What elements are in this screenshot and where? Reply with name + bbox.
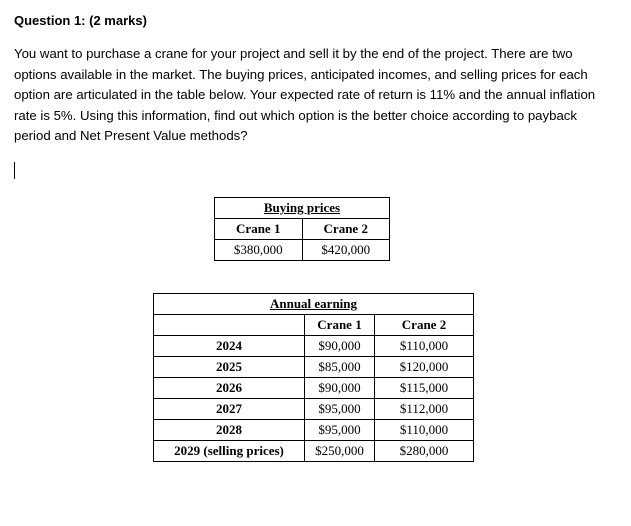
crane1-cell: $90,000 xyxy=(305,378,375,399)
buying-prices-title: Buying prices xyxy=(215,198,390,219)
earning-header-crane2: Crane 2 xyxy=(375,315,474,336)
year-cell: 2029 (selling prices) xyxy=(154,441,305,462)
buying-value-crane2: $420,000 xyxy=(302,240,390,261)
annual-earning-title: Annual earning xyxy=(154,294,474,315)
question-heading: Question 1: (2 marks) xyxy=(14,13,147,28)
crane1-cell: $95,000 xyxy=(305,420,375,441)
year-cell: 2028 xyxy=(154,420,305,441)
crane1-cell: $85,000 xyxy=(305,357,375,378)
crane1-cell: $250,000 xyxy=(305,441,375,462)
table-row xyxy=(154,378,474,399)
crane2-cell: $120,000 xyxy=(375,357,474,378)
question-text: You want to purchase a crane for your project and sell it by the end of the project. There are two options available in the market. The buying prices, anticipated incomes, and selling prices for each option are articulated in the table below. Your expected rate of return is 11% and the annual inflation rate is 5%. Using this information, find out which option is the better choice according to payback period and Net Present Value methods? xyxy=(14,46,596,144)
crane2-cell: $110,000 xyxy=(375,420,474,441)
annual-earning-table xyxy=(153,293,474,462)
buying-header-crane2: Crane 2 xyxy=(302,219,390,240)
crane2-cell: $112,000 xyxy=(375,399,474,420)
table-row xyxy=(154,441,474,462)
buying-prices-table xyxy=(214,197,390,261)
year-cell: 2025 xyxy=(154,357,305,378)
earning-header-crane1: Crane 1 xyxy=(305,315,375,336)
table-row xyxy=(154,420,474,441)
buying-value-crane1: $380,000 xyxy=(215,240,303,261)
crane1-cell: $95,000 xyxy=(305,399,375,420)
year-cell: 2024 xyxy=(154,336,305,357)
year-cell: 2026 xyxy=(154,378,305,399)
earning-header-blank xyxy=(154,315,305,336)
crane2-cell: $110,000 xyxy=(375,336,474,357)
crane2-cell: $280,000 xyxy=(375,441,474,462)
table-row xyxy=(154,336,474,357)
buying-header-crane1: Crane 1 xyxy=(215,219,303,240)
year-cell: 2027 xyxy=(154,399,305,420)
crane1-cell: $90,000 xyxy=(305,336,375,357)
table-row xyxy=(154,357,474,378)
text-cursor xyxy=(14,162,15,179)
table-row xyxy=(154,399,474,420)
crane2-cell: $115,000 xyxy=(375,378,474,399)
